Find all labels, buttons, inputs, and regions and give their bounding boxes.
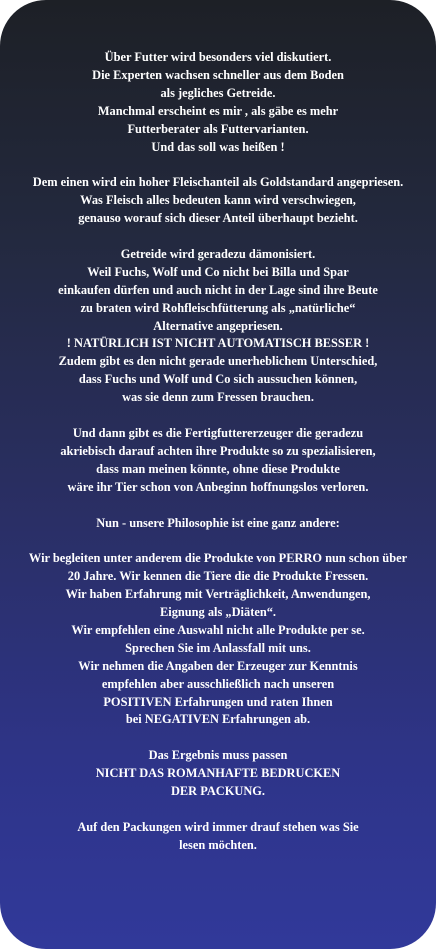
paragraph-meat [0,174,436,228]
text-line: als jegliches Getreide. [160,85,276,100]
text-line: Weil Fuchs, Wolf und Co nicht bei Billa und Spar [87,264,349,279]
text-line: NICHT DAS ROMANHAFTE BEDRUCKEN [95,766,341,781]
text-line: Und das soll was heißen ! [151,139,285,154]
text-line: dass man meinen könnte, ohne diese Produkte [96,461,340,476]
paragraph-philosophy [0,515,436,533]
paragraph-manufacturers [0,425,436,497]
paragraph-intro [0,49,436,156]
paragraph-result [0,747,436,801]
text-line: wäre ihr Tier schon von Anbeginn hoffnungslos verloren. [67,479,369,494]
paragraph-perro [0,550,436,729]
text-line: genauso worauf sich dieser Anteil überhaupt bezieht. [78,211,358,226]
text-line: Wir begleiten unter anderem die Produkte von PERRO nun schon über [28,551,408,566]
article-text [0,49,436,873]
paragraph-packaging [0,819,436,855]
text-line: lesen möchten. [179,837,257,852]
text-line: akriebisch darauf achten ihre Produkte so zu spezialisieren, [60,443,376,458]
text-line: 20 Jahre. Wir kennen die Tiere die die Produkte Fressen. [67,569,369,584]
text-line: Was Fleisch alles bedeuten kann wird verschwiegen, [80,193,356,208]
text-line: DER PACKUNG. [170,784,266,799]
text-line: Und dann gibt es die Fertigfuttererzeuger die geradezu [72,425,364,440]
text-line: Das Ergebnis muss passen [148,748,288,763]
text-line: POSITIVEN Erfahrungen und raten Ihnen [103,694,333,709]
text-line: was sie denn zum Fressen brauchen. [122,390,314,405]
text-line: dass Fuchs und Wolf und Co sich aussuchen können, [78,372,358,387]
paragraph-grain [0,246,436,407]
text-line: Futterberater als Futtervarianten. [127,121,309,136]
text-line: Sprechen Sie im Anlassfall mit uns. [125,640,311,655]
text-line: Zudem gibt es den nicht gerade unerheblichem Unterschied, [58,354,378,369]
text-line: bei NEGATIVEN Erfahrungen ab. [125,712,311,727]
text-line: Eignung als „Diäten“. [159,605,277,620]
text-line: Wir empfehlen eine Auswahl nicht alle Produkte per se. [71,622,365,637]
text-line: empfehlen aber ausschließlich nach unseren [101,676,335,691]
text-line: zu braten wird Rohfleischfütterung als „natürliche“ [80,300,356,315]
text-line: Dem einen wird ein hoher Fleischanteil als Goldstandard angepriesen. [32,175,404,190]
text-line: Alternative angepriesen. [153,318,283,333]
text-line: Wir haben Erfahrung mit Verträglichkeit, Anwendungen, [65,587,371,602]
text-line: Nun - unsere Philosophie ist eine ganz andere: [96,515,340,530]
text-line: Wir nehmen die Angaben der Erzeuger zur Kenntnis [78,658,358,673]
text-line: Die Experten wachsen schneller aus dem Boden [92,67,344,82]
text-line: Auf den Packungen wird immer drauf stehen was Sie [77,819,359,834]
text-line: ! NATÜRLICH IST NICHT AUTOMATISCH BESSER ! [66,336,370,351]
text-line: Getreide wird geradezu dämonisiert. [120,246,316,261]
text-line: Über Futter wird besonders viel diskutiert. [104,50,332,64]
text-line: Manchmal erscheint es mir , als gäbe es mehr [97,103,339,118]
text-line: einkaufen dürfen und auch nicht in der Lage sind ihre Beute [58,282,378,297]
